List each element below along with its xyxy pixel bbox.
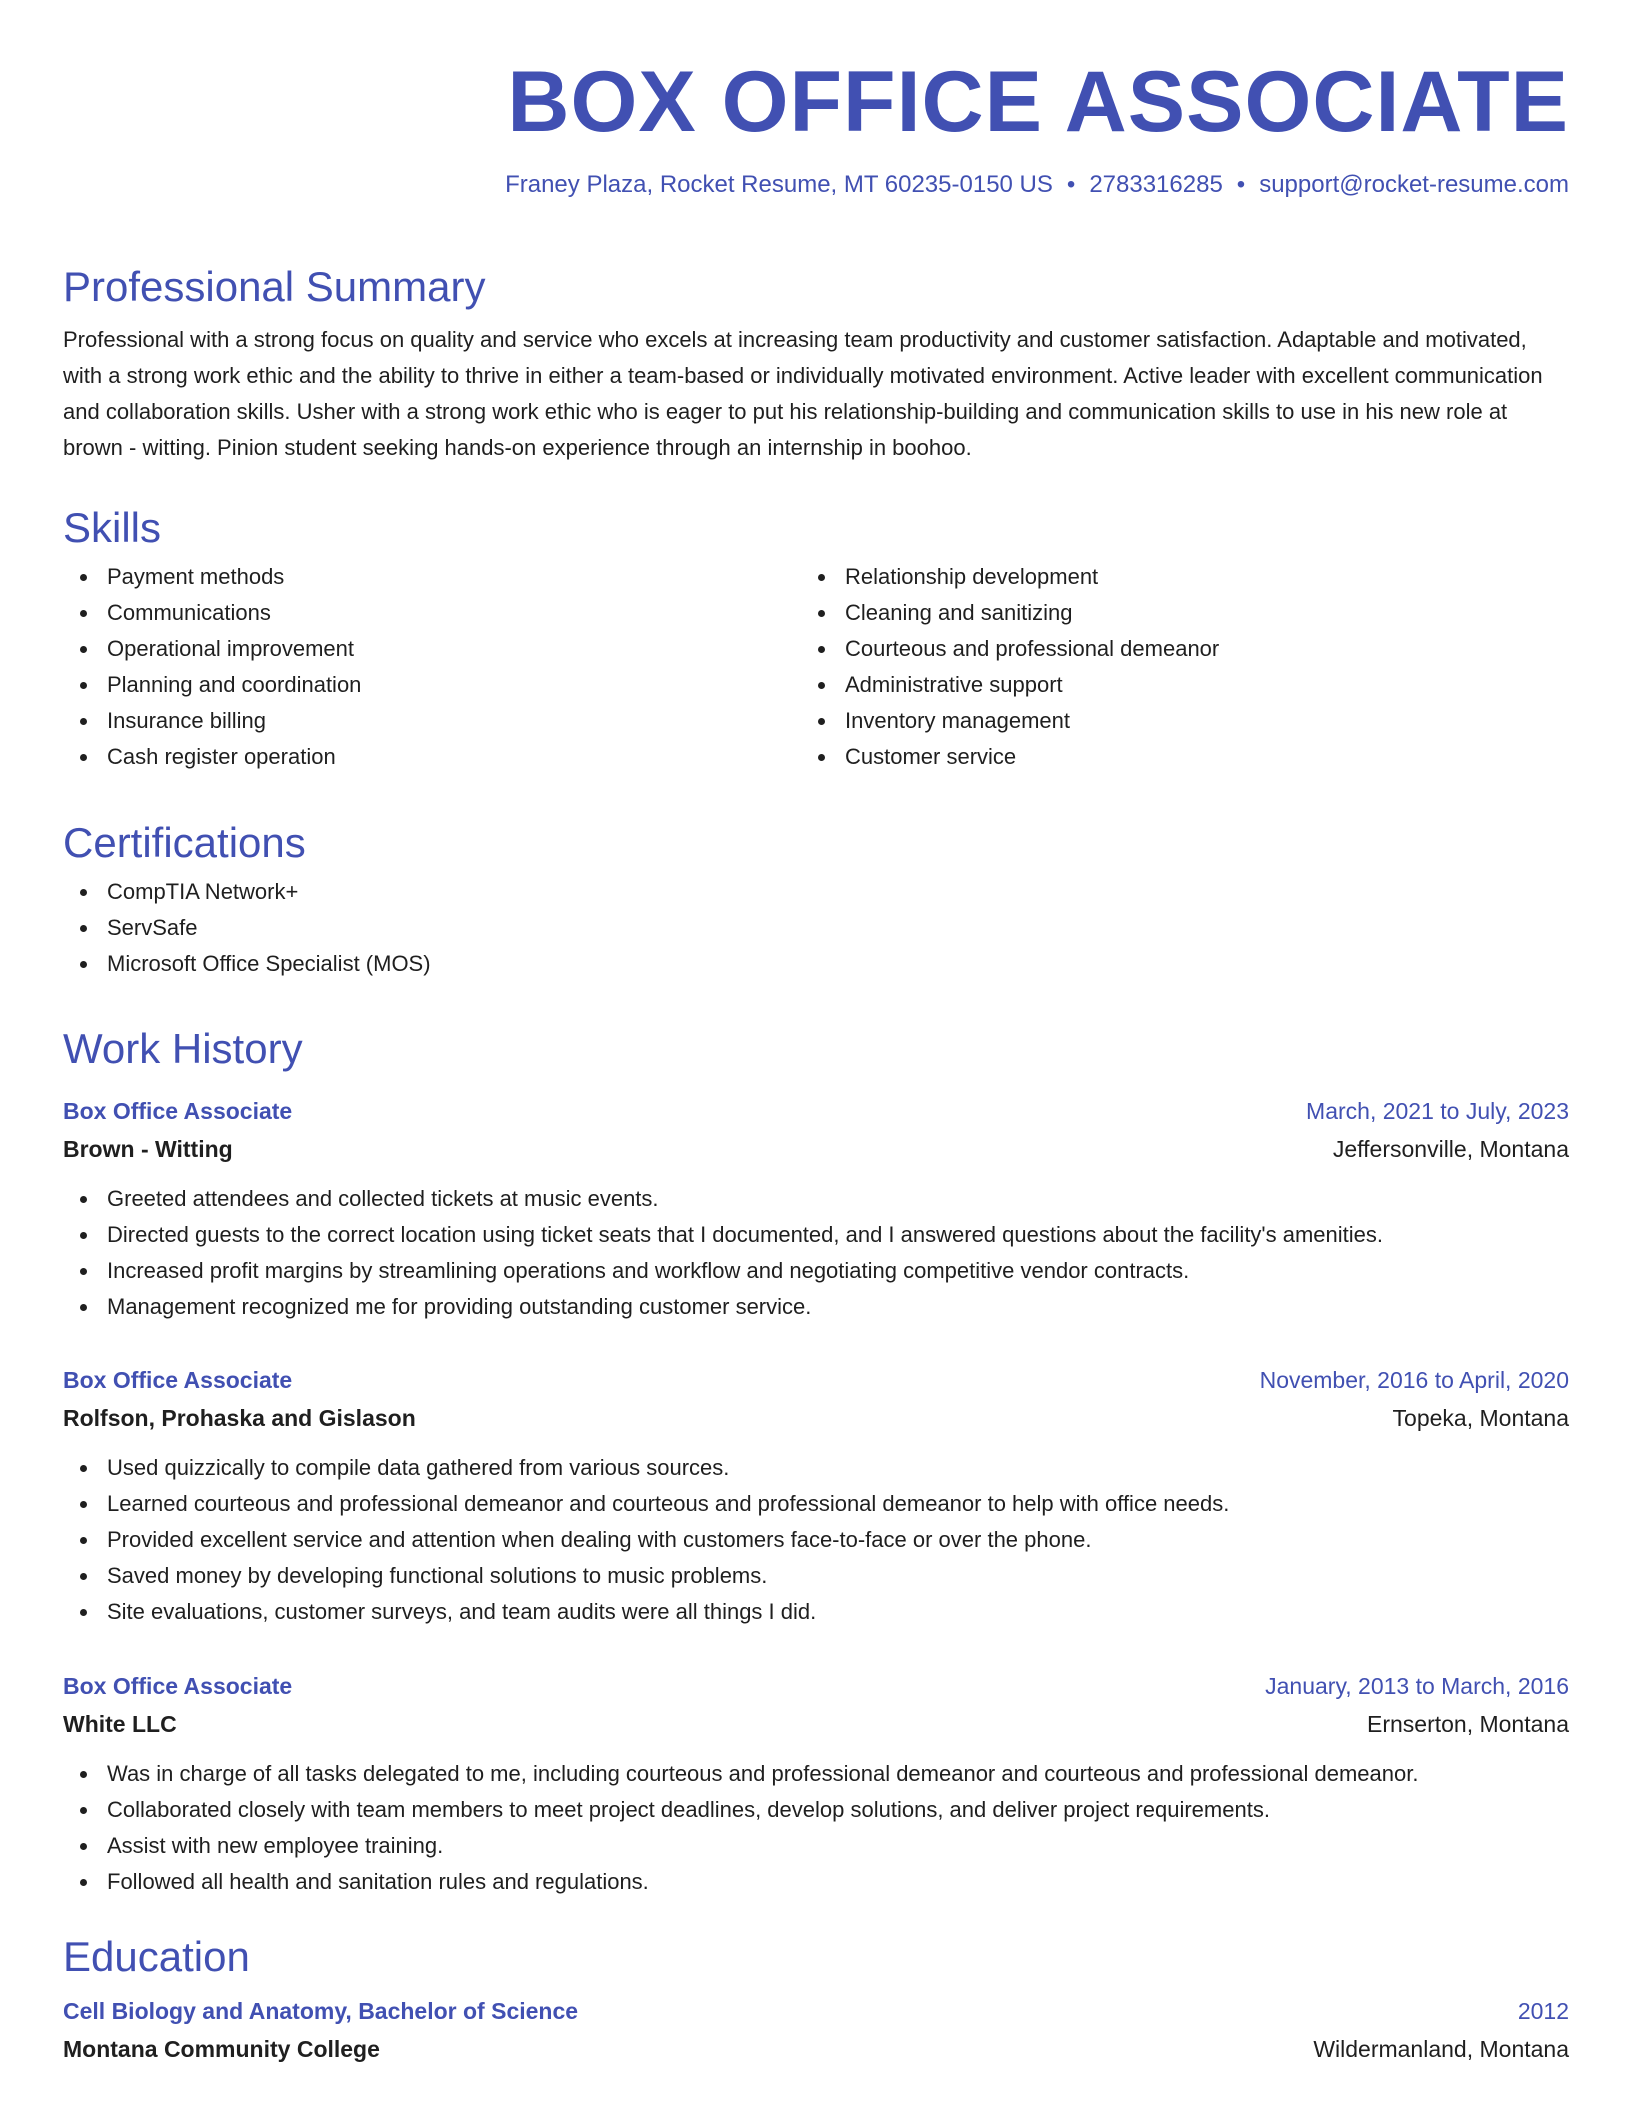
skills-grid	[63, 559, 1569, 775]
job-company-row	[63, 1400, 1569, 1436]
job-bullet: Saved money by developing functional solutions to music problems.	[63, 1558, 1569, 1594]
job-bullet: Increased profit margins by streamlining operations and workflow and negotiating competitive vendor contracts.	[63, 1253, 1569, 1289]
job-bullets	[63, 1756, 1569, 1900]
contact-separator: •	[1066, 171, 1076, 198]
skill-item: Operational improvement	[63, 631, 801, 667]
contact-line	[63, 170, 1569, 200]
job-title: Box Office Associate	[63, 1098, 293, 1124]
skills-list-right	[801, 559, 1539, 775]
job-bullets	[63, 1450, 1569, 1630]
job-company-row	[63, 1706, 1569, 1742]
skill-item: Communications	[63, 595, 801, 631]
certification-item: ServSafe	[63, 910, 1569, 946]
skill-item: Cash register operation	[63, 739, 801, 775]
job-entry	[63, 1093, 1569, 1325]
job-bullet: Site evaluations, customer surveys, and team audits were all things I did.	[63, 1594, 1569, 1630]
job-company: Brown - Witting	[63, 1136, 233, 1162]
job-bullet: Directed guests to the correct location using ticket seats that I documented, and I answered questions about the facility's amenities.	[63, 1217, 1569, 1253]
work-history-section	[63, 1024, 1569, 1074]
skills-heading: Skills	[63, 504, 162, 551]
job-company: White LLC	[63, 1711, 177, 1737]
job-header-row	[63, 1668, 1569, 1704]
job-header-row	[63, 1093, 1569, 1129]
skill-item: Payment methods	[63, 559, 801, 595]
skill-item: Insurance billing	[63, 703, 801, 739]
education-school: Montana Community College	[63, 2036, 380, 2062]
skill-item: Inventory management	[801, 703, 1539, 739]
skill-item: Courteous and professional demeanor	[801, 631, 1539, 667]
education-degree: Cell Biology and Anatomy, Bachelor of Science	[63, 1998, 579, 2024]
job-bullet: Followed all health and sanitation rules and regulations.	[63, 1864, 1569, 1900]
summary-text: Professional with a strong focus on quality and service who excels at increasing team productivity and customer satisfaction. Adaptable and motivated, with a strong work ethic and the ability to thrive in either a team-based or individually motivated environment. Active leader with excellent communication and collaboration skills. Usher with a strong work ethic who is eager to put his relationship-building and communication skills to use in his new role at brown - witting. Pinion student seeking hands-on experience through an internship in boohoo.	[63, 327, 1543, 460]
contact-address: Franey Plaza, Rocket Resume, MT 60235-0150 US	[505, 171, 1053, 198]
certification-item: CompTIA Network+	[63, 874, 1569, 910]
skills-list-left	[63, 559, 801, 775]
job-dates: March, 2021 to July, 2023	[1306, 1098, 1569, 1124]
skill-item: Planning and coordination	[63, 667, 801, 703]
skill-item: Administrative support	[801, 667, 1539, 703]
summary-section	[63, 262, 1569, 466]
job-bullets	[63, 1181, 1569, 1325]
job-location: Jeffersonville, Montana	[1332, 1136, 1569, 1162]
certification-item: Microsoft Office Specialist (MOS)	[63, 946, 1569, 982]
candidate-title: BOX OFFICE ASSOCIATE	[507, 54, 1569, 150]
work-history-heading: Work History	[63, 1025, 303, 1072]
job-title: Box Office Associate	[63, 1367, 293, 1393]
job-bullet: Provided excellent service and attention when dealing with customers face-to-face or over the phone.	[63, 1522, 1569, 1558]
education-heading: Education	[63, 1933, 250, 1980]
education-section	[63, 1932, 1569, 2067]
certifications-list	[63, 874, 1569, 982]
education-location: Wildermanland, Montana	[1313, 2036, 1569, 2062]
job-bullet: Management recognized me for providing outstanding customer service.	[63, 1289, 1569, 1325]
job-bullet: Was in charge of all tasks delegated to me, including courteous and professional demeanor and courteous and professional demeanor.	[63, 1756, 1569, 1792]
skill-item: Relationship development	[801, 559, 1539, 595]
job-dates: November, 2016 to April, 2020	[1259, 1367, 1569, 1393]
job-title: Box Office Associate	[63, 1673, 293, 1699]
contact-separator: •	[1236, 171, 1246, 198]
job-company-row	[63, 1131, 1569, 1167]
certifications-heading: Certifications	[63, 819, 306, 866]
job-location: Ernserton, Montana	[1366, 1711, 1569, 1737]
job-bullet: Collaborated closely with team members to meet project deadlines, develop solutions, and deliver project requirements.	[63, 1792, 1569, 1828]
job-bullet: Greeted attendees and collected tickets at music events.	[63, 1181, 1569, 1217]
certifications-section	[63, 818, 1569, 982]
job-header-row	[63, 1362, 1569, 1398]
skills-section	[63, 503, 1569, 775]
job-location: Topeka, Montana	[1392, 1405, 1569, 1431]
education-degree-row	[63, 1993, 1569, 2029]
skill-item: Cleaning and sanitizing	[801, 595, 1539, 631]
job-company: Rolfson, Prohaska and Gislason	[63, 1405, 416, 1431]
job-bullet: Used quizzically to compile data gathered from various sources.	[63, 1450, 1569, 1486]
contact-phone: 2783316285	[1089, 171, 1223, 198]
job-bullet: Learned courteous and professional demeanor and courteous and professional demeanor to help with office needs.	[63, 1486, 1569, 1522]
job-entry	[63, 1668, 1569, 1900]
job-entry	[63, 1362, 1569, 1630]
contact-email[interactable]: support@rocket-resume.com	[1259, 171, 1569, 198]
education-school-row	[63, 2031, 1569, 2067]
education-year: 2012	[1517, 1998, 1569, 2024]
summary-heading: Professional Summary	[63, 263, 486, 310]
skill-item: Customer service	[801, 739, 1539, 775]
job-bullet: Assist with new employee training.	[63, 1828, 1569, 1864]
resume-header	[63, 0, 1569, 200]
job-dates: January, 2013 to March, 2016	[1265, 1673, 1569, 1699]
